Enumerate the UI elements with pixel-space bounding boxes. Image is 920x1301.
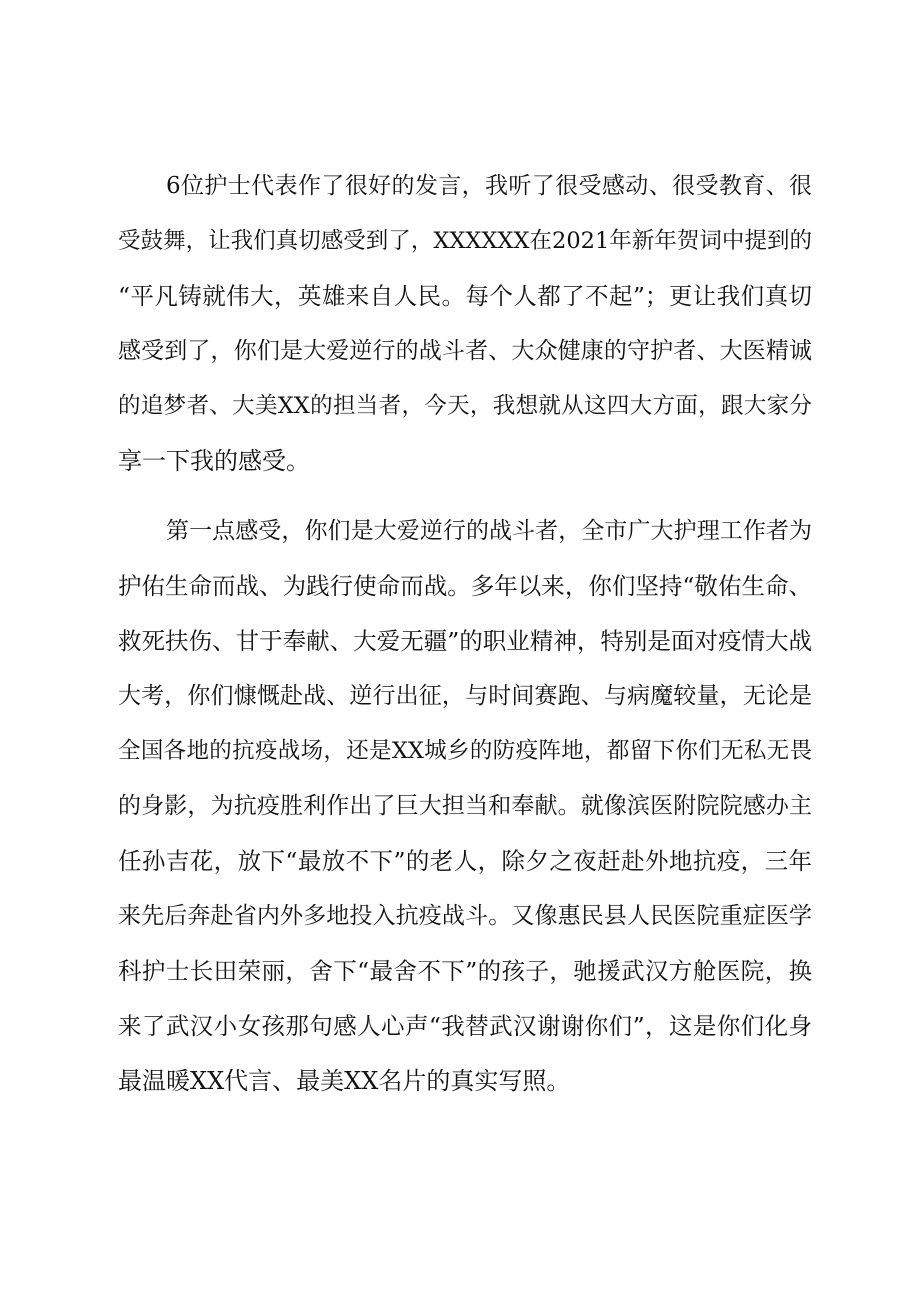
paragraph-line: 享一下我的感受。 [118,447,310,475]
paragraph-line: 护佑生命而战、为践行使命而战。多年以来，你们坚持“敬佑生命、 [118,572,812,600]
paragraph-line: 救死扶伤、甘于奉献、大爱无疆”的职业精神，特别是面对疫情大战 [118,627,812,655]
paragraph-line: 的追梦者、大美XX的担当者，今天，我想就从这四大方面，跟大家分 [118,393,812,419]
paragraph-line: 的身影，为抗疫胜利作出了巨大担当和奉献。就像滨医附院院感办主 [118,793,812,819]
paragraph-line: 全国各地的抗疫战场，还是XX城乡的防疫阵地，都留下你们无私无畏 [118,738,812,764]
paragraph-line: 大考，你们慷慨赴战、逆行出征，与时间赛跑、与病魔较量，无论是 [118,683,812,709]
paragraph-line: 来了武汉小女孩那句感人心声“我替武汉谢谢你们”，这是你们化身 [118,1012,812,1040]
paragraph-line: 第一点感受，你们是大爱逆行的战斗者，全市广大护理工作者为 [166,518,812,544]
paragraph-line: 最温暖XX代言、最美XX名片的真实写照。 [118,1067,571,1095]
paragraph-line: “平凡铸就伟大，英雄来自人民。每个人都了不起”；更让我们真切 [118,282,812,310]
paragraph-line: 任孙吉花，放下“最放不下”的老人，除夕之夜赶赴外地抗疫，三年 [118,847,812,875]
paragraph-line: 科护士长田荣丽，舍下“最舍不下”的孩子，驰援武汉方舱医院，换 [118,957,812,985]
paragraph-line: 受鼓舞，让我们真切感受到了，XXXXXX在2021年新年贺词中提到的 [118,228,812,254]
paragraph-line: 6位护士代表作了很好的发言，我听了很受感动、很受教育、很 [166,173,812,199]
paragraph-line: 来先后奔赴省内外多地投入抗疫战斗。又像惠民县人民医院重症医学 [118,903,812,929]
paragraph-line: 感受到了，你们是大爱逆行的战斗者、大众健康的守护者、大医精诚 [118,338,812,364]
